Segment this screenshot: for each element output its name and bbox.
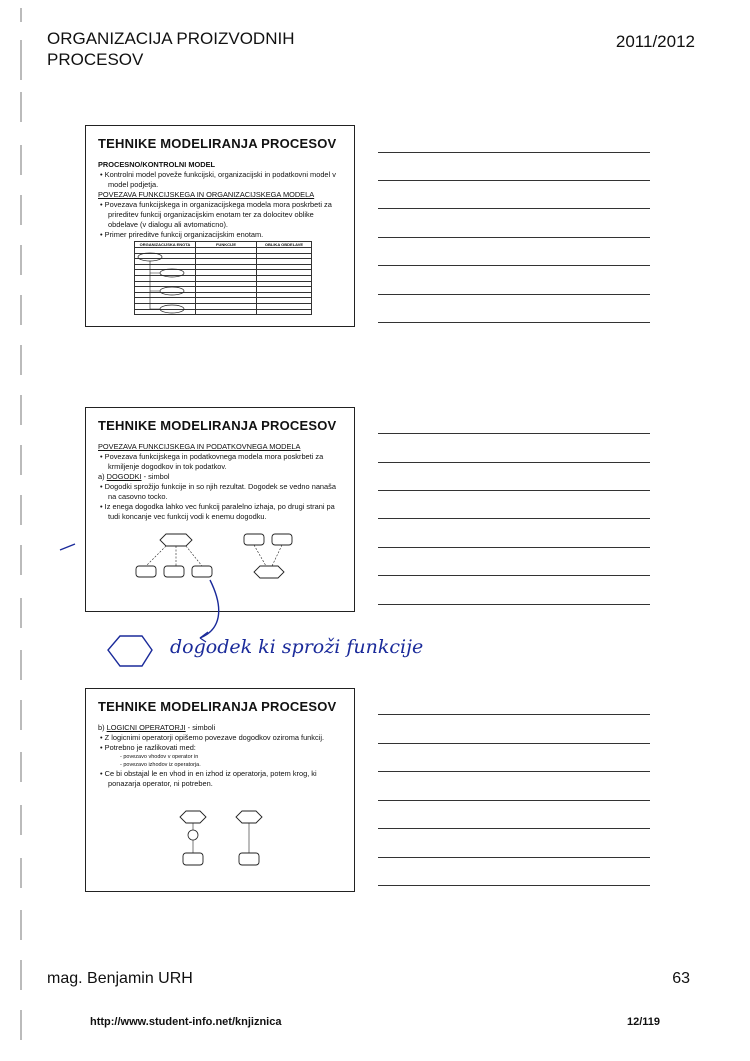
source-url[interactable]: http://www.student-info.net/knjiznica <box>90 1016 282 1028</box>
note-line <box>378 714 650 715</box>
slide-body <box>98 723 344 789</box>
slide-1 <box>85 125 355 327</box>
note-line <box>378 237 650 238</box>
bullet: • Primer prireditve funkcij organizacijskim enotam. <box>100 230 264 239</box>
slide-title: TEHNIKE MODELIRANJA PROCESOV <box>98 699 337 714</box>
bullet: • Dogodki sprožijo funkcije in so njih rezultat. Dogodek se vedno nanaša na casovno tocko. <box>100 482 336 501</box>
item-b: b) LOGICNI OPERATORJI - simboli <box>98 723 216 732</box>
bullet: • Iz enega dogodka lahko vec funkcij paralelno izhaja, po drugi strani pa tudi koncanje vec funkcij vodi k enemu dogodku. <box>100 502 335 521</box>
slide-body <box>98 160 344 240</box>
note-line <box>378 208 650 209</box>
underlined-heading: POVEZAVA FUNKCIJSKEGA IN ORGANIZACIJSKEGA MODELA <box>98 190 315 199</box>
note-line <box>378 800 650 801</box>
note-line <box>378 462 650 463</box>
page-number: 63 <box>672 970 690 987</box>
note-line <box>378 433 650 434</box>
note-line <box>378 885 650 886</box>
item-a: a) DOGODKI - simbol <box>98 472 170 481</box>
bullet: • Povezava funkcijskega in podatkovnega modela mora poskrbeti za krmiljenje dogodkov in tok podatkov. <box>100 452 324 471</box>
bullet: • Potrebno je razlikovati med: <box>100 743 196 752</box>
bullet: • Povezava funkcijskega in organizacijskega modela mora poskrbeti za prireditev funkcij organizacijskim enotam ter za dolocitev oblike obdelave (v dialogu ali avtomaticno). <box>100 200 332 229</box>
note-line <box>378 322 650 323</box>
underlined-heading: POVEZAVA FUNKCIJSKEGA IN PODATKOVNEGA MODELA <box>98 442 301 451</box>
table-header: OBLIKA OBDELAVE <box>257 242 312 248</box>
slide-title: TEHNIKE MODELIRANJA PROCESOV <box>98 136 337 151</box>
note-line <box>378 743 650 744</box>
note-line <box>378 575 650 576</box>
table-header: FUNKCIJE <box>196 242 257 248</box>
org-units-diagram <box>136 249 194 319</box>
slide-title: TEHNIKE MODELIRANJA PROCESOV <box>98 418 337 433</box>
author: mag. Benjamin URH <box>47 970 193 987</box>
bullet: • Ce bi obstajal le en vhod in en izhod iz operatorja, potem krog, ki ponazarja operator, ni potreben. <box>100 769 317 788</box>
page-count: 12/119 <box>626 1016 660 1028</box>
binder-margin <box>14 0 28 1061</box>
slide-body <box>98 442 344 522</box>
bullet: • Z logicnimi operatorji opišemo povezave dogodkov oziroma funkcij. <box>100 733 325 742</box>
handwritten-annotation-marks <box>50 540 230 680</box>
school-year: 2011/2012 <box>615 32 695 51</box>
dash-item: - povezavo vhodov v operator in <box>120 754 199 760</box>
note-line <box>378 857 650 858</box>
slide-subheading: PROCESNO/KONTROLNI MODEL <box>98 160 216 169</box>
dash-item: - povezavo izhodov iz operatorja. <box>120 762 201 768</box>
document-title: ORGANIZACIJA PROIZVODNIH PROCESOV <box>47 29 295 69</box>
note-line <box>378 828 650 829</box>
note-line <box>378 180 650 181</box>
note-line <box>378 604 650 605</box>
note-line <box>378 294 650 295</box>
slide-3 <box>85 688 355 892</box>
bullet: • Kontrolni model poveže funkcijski, organizacijski in podatkovni model v model podjetja. <box>100 170 336 189</box>
note-line <box>378 547 650 548</box>
note-line <box>378 490 650 491</box>
note-line <box>378 265 650 266</box>
handwritten-note: dogodek ki sproži funkcije <box>170 636 424 658</box>
table-header: ORGANIZACIJSKA ENOTA <box>135 242 196 248</box>
note-line <box>378 518 650 519</box>
note-line <box>378 771 650 772</box>
logic-operator-diagram <box>176 807 276 877</box>
note-line <box>378 152 650 153</box>
